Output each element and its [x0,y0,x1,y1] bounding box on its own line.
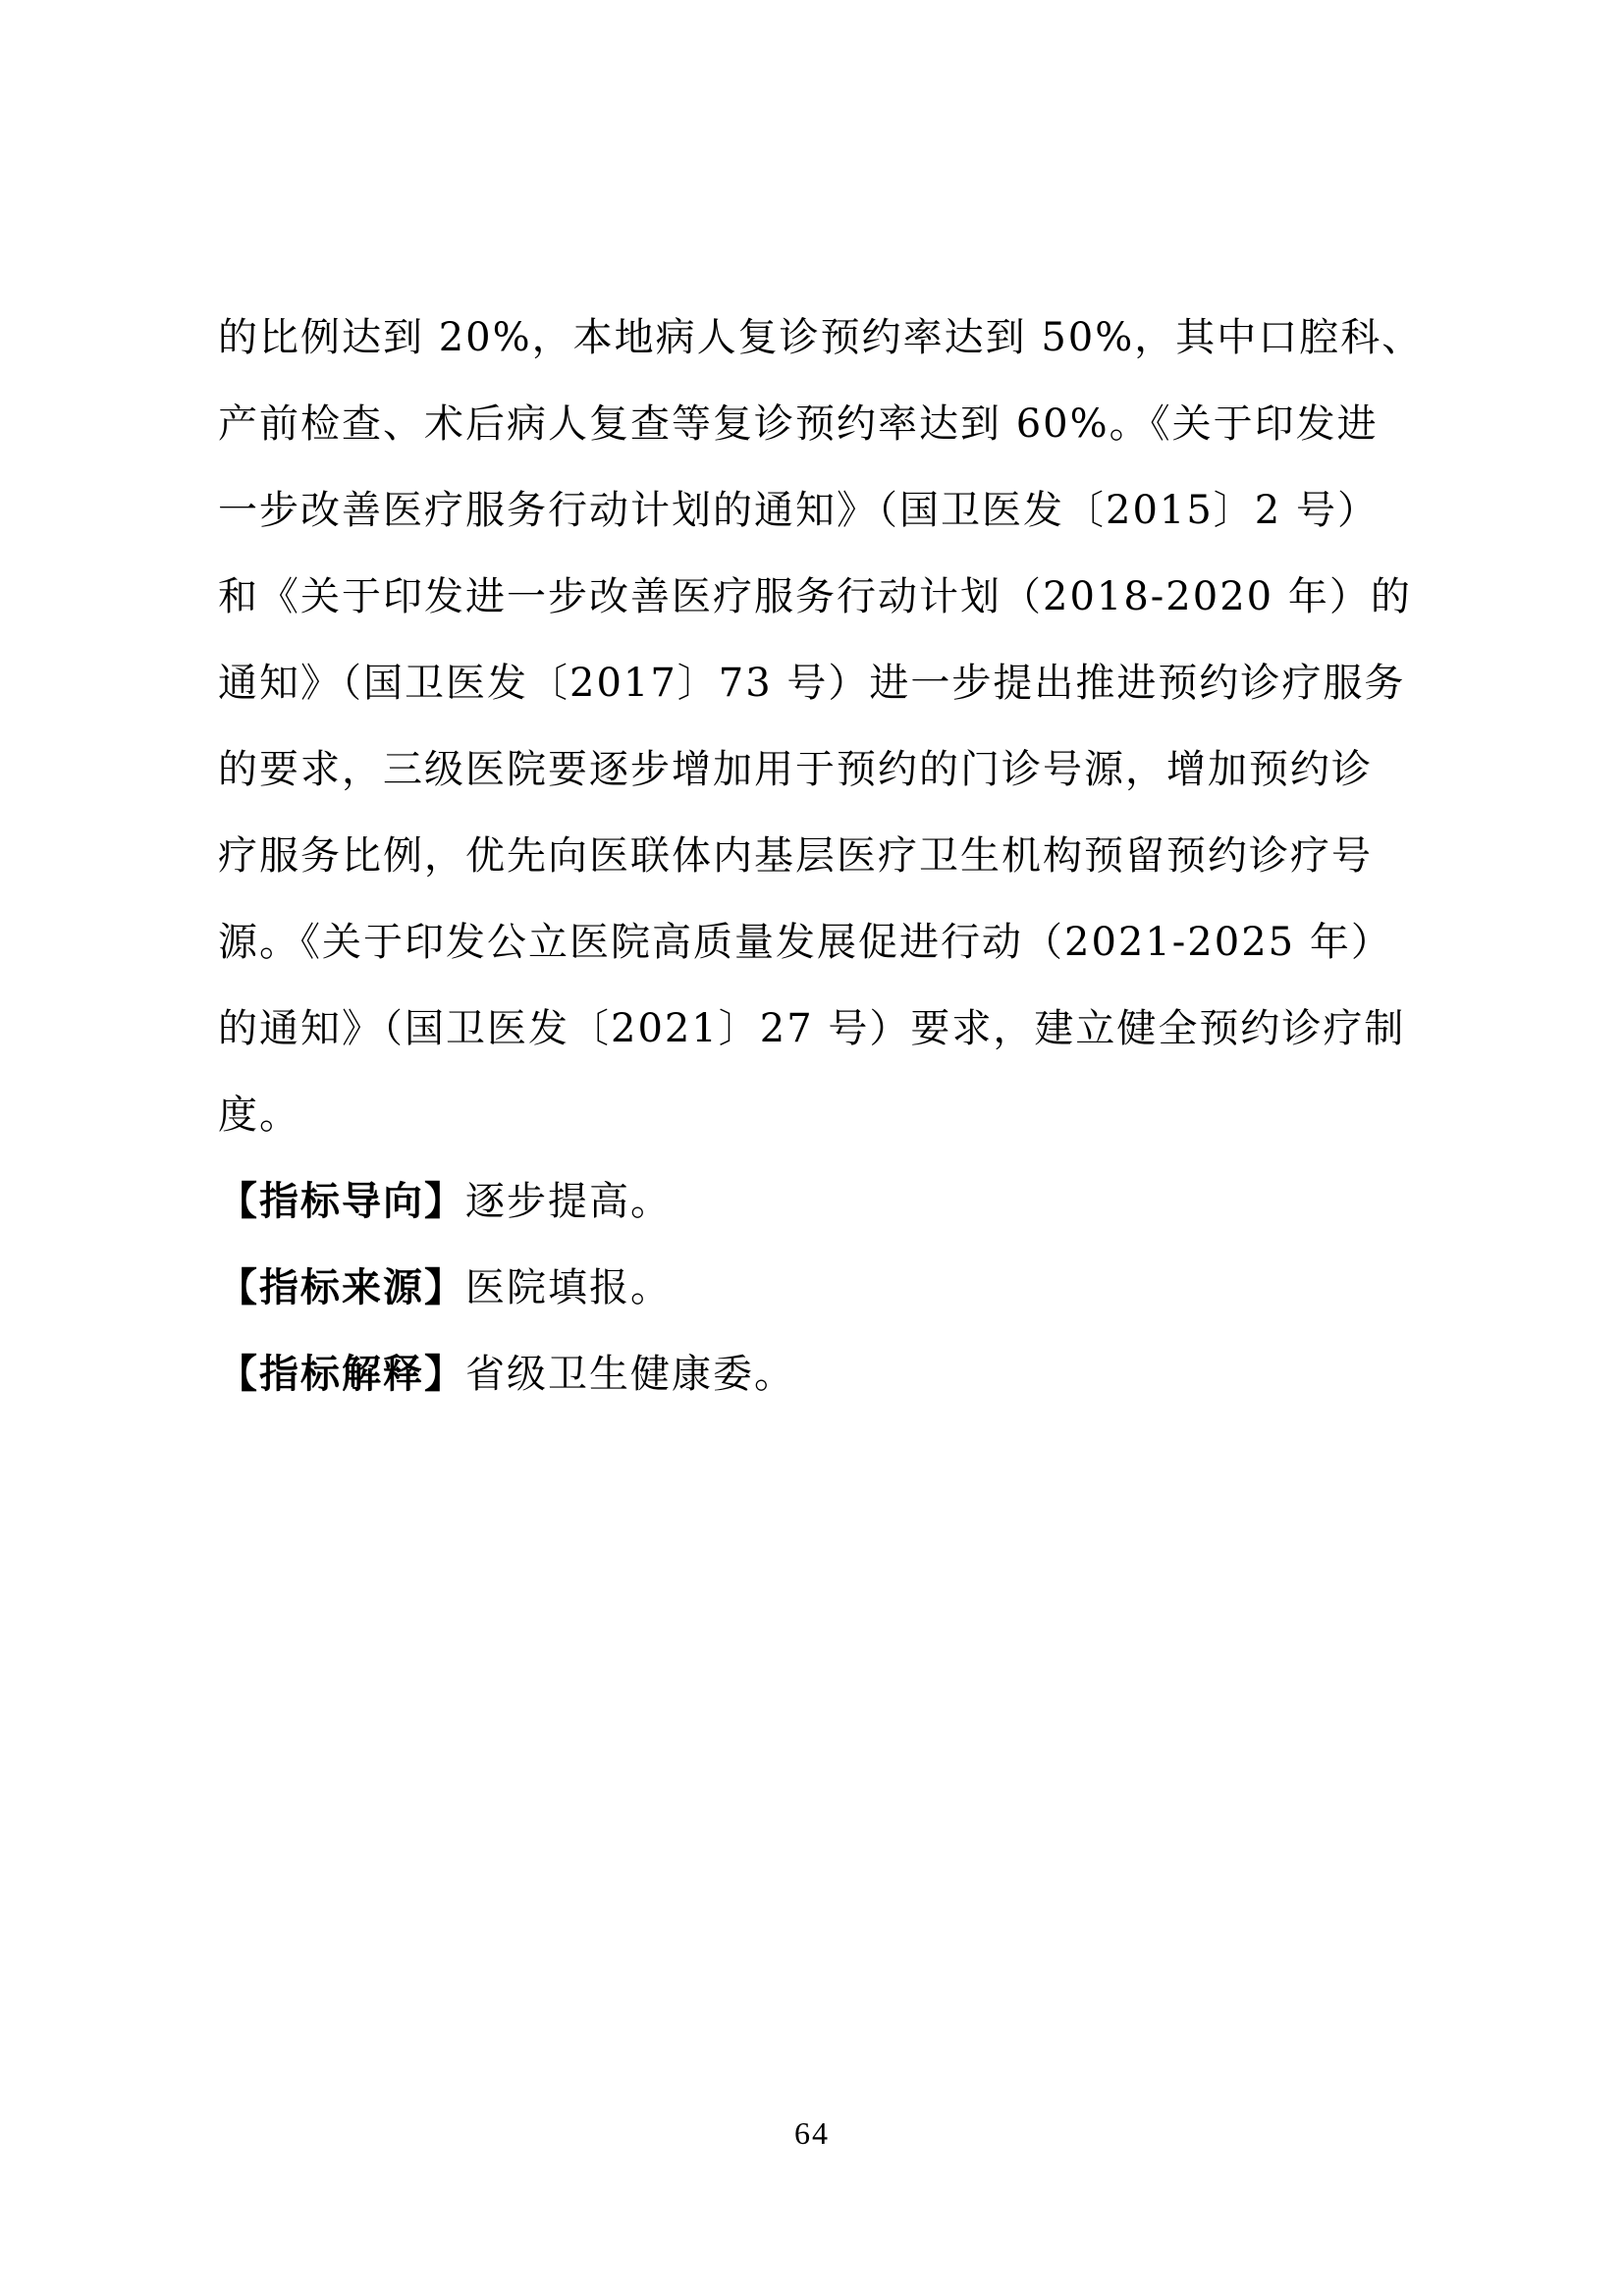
indicator-label: 【指标来源】 [218,1264,465,1310]
indicator-value: 逐步提高。 [465,1179,672,1224]
indicator-value: 省级卫生健康委。 [465,1352,795,1397]
paragraph-line: 和《关于印发进一步改善医疗服务行动计划（2018-2020 年）的 [218,574,1412,619]
indicator-label: 【指标解释】 [218,1351,465,1397]
indicator-label: 【指标导向】 [218,1178,465,1224]
paragraph-line: 的比例达到 20%，本地病人复诊预约率达到 50%，其中口腔科、 [218,315,1424,360]
paragraph-line: 度。 [218,1093,300,1138]
indicator-direction [218,1158,1432,1245]
paragraph-line: 疗服务比例，优先向医联体内基层医疗卫生机构预留预约诊疗号 [218,833,1373,879]
indicator-interpretation [218,1331,1432,1417]
page-number: 64 [794,2115,830,2151]
paragraph-line: 的要求，三级医院要逐步增加用于预约的门诊号源，增加预约诊 [218,747,1373,792]
indicator-source [218,1245,1432,1331]
paragraph-line: 源。《关于印发公立医院高质量发展促进行动（2021-2025 年） [218,920,1392,965]
paragraph-line: 一步改善医疗服务行动计划的通知》（国卫医发〔2015〕2 号） [218,488,1379,533]
paragraph-line: 产前检查、术后病人复查等复诊预约率达到 60%。《关于印发进 [218,401,1379,447]
paragraph-line: 通知》（国卫医发〔2017〕73 号）进一步提出推进预约诊疗服务 [218,661,1406,706]
indicator-value: 医院填报。 [465,1265,672,1310]
paragraph-line: 的通知》（国卫医发〔2021〕27 号）要求，建立健全预约诊疗制 [218,1006,1406,1051]
body-text [218,294,1432,1417]
